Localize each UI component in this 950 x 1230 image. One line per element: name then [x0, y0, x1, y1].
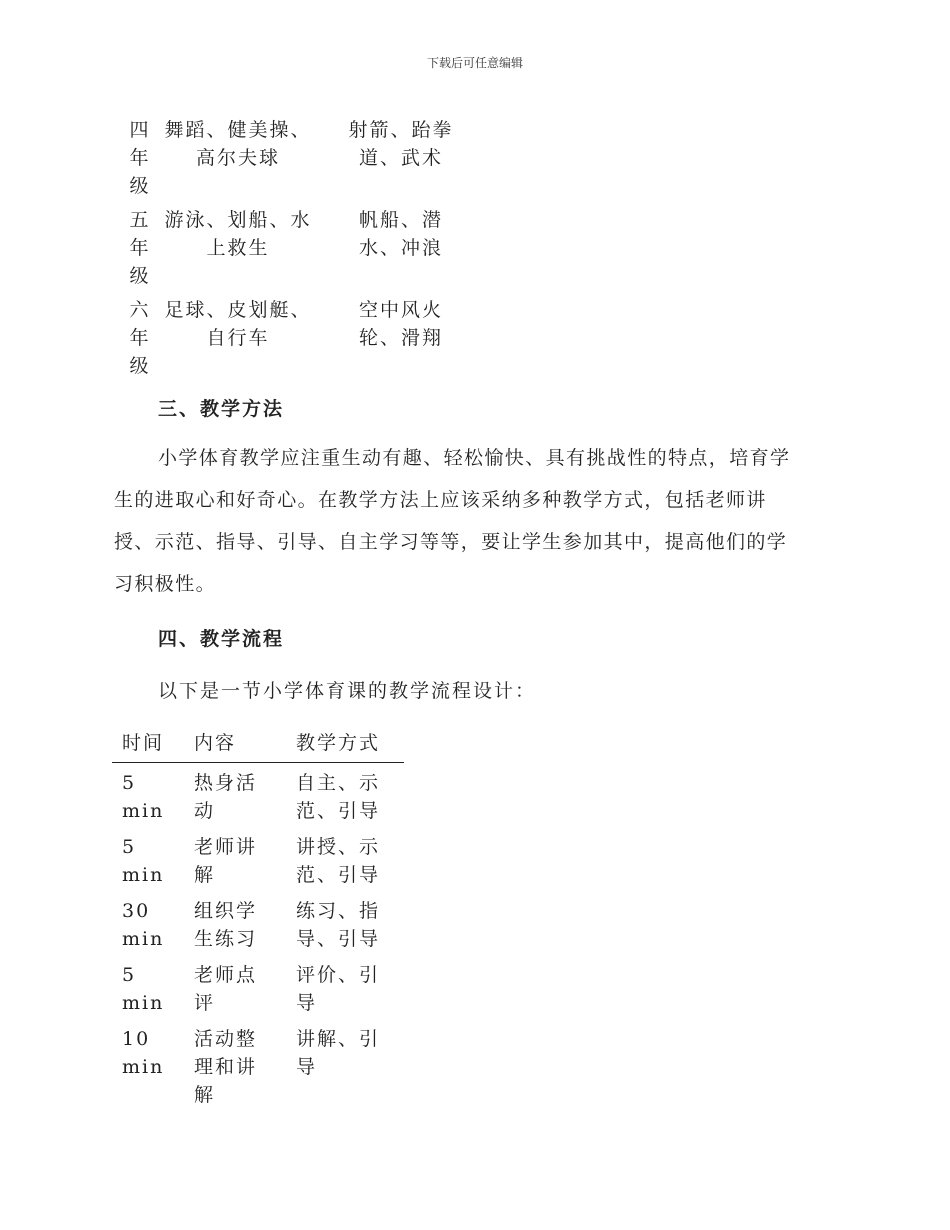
cell-line: 空中风火	[358, 299, 443, 321]
column-header-time: 时间	[112, 728, 184, 763]
section-heading-teaching-methods: 三、教学方法	[158, 398, 285, 420]
paragraph-line: 生的进取心和好奇心。在教学方法上应该采纳多种教学方式，包括老师讲	[114, 489, 767, 511]
grade-char: 年	[129, 237, 149, 259]
cell-time	[112, 763, 184, 828]
cell-time	[112, 955, 184, 1019]
cell-line: 轮、滑翔	[358, 327, 443, 349]
cell-line: 舞蹈、健美操、	[164, 119, 312, 141]
cell-line: 10	[122, 1028, 151, 1050]
cell-line: 帆船、潜	[358, 209, 443, 231]
cell-line: 水、冲浪	[358, 237, 443, 259]
table-row	[112, 955, 404, 1019]
paragraph-line: 习积极性。	[114, 573, 217, 595]
grade-label	[120, 296, 158, 380]
grade-activities-basic	[158, 296, 318, 380]
cell-method	[286, 763, 404, 828]
cell-line: min	[122, 1056, 165, 1078]
teaching-process-intro: 以下是一节小学体育课的教学流程设计：	[158, 680, 537, 702]
column-header-content: 内容	[184, 728, 286, 763]
grade-row	[120, 116, 466, 200]
cell-line: 热身活	[194, 772, 258, 794]
grade-char: 年	[129, 147, 149, 169]
cell-line: 游泳、划船、水	[164, 209, 312, 231]
cell-line: 导、引导	[296, 928, 381, 950]
cell-content	[184, 763, 286, 828]
cell-line: 评	[194, 992, 216, 1014]
cell-time	[112, 891, 184, 955]
cell-line: 5 min	[122, 964, 165, 1014]
cell-line: min	[122, 928, 165, 950]
cell-time	[112, 1019, 184, 1111]
cell-method	[286, 955, 404, 1019]
cell-time	[112, 827, 184, 891]
cell-line: 高尔夫球	[195, 147, 280, 169]
cell-method	[286, 1019, 404, 1111]
table-row	[112, 891, 404, 955]
grade-char: 五	[129, 209, 149, 231]
grade-char: 级	[129, 355, 149, 377]
cell-content	[184, 891, 286, 955]
teaching-flow-table	[112, 728, 404, 1111]
cell-content	[184, 955, 286, 1019]
cell-line: 讲解、引	[296, 1028, 381, 1050]
cell-line: 5 min	[122, 836, 165, 886]
cell-content	[184, 1019, 286, 1111]
paragraph-line: 授、示范、指导、引导、自主学习等等，要让学生参加其中，提高他们的学	[114, 531, 788, 553]
cell-line: 讲授、示	[296, 836, 381, 858]
page-header: 下载后可任意编辑	[426, 56, 523, 70]
cell-line: 评价、引	[296, 964, 381, 986]
cell-line: 范、引导	[296, 800, 381, 822]
table-header-row	[112, 728, 404, 763]
section-heading-teaching-process: 四、教学流程	[158, 628, 285, 650]
cell-method	[286, 891, 404, 955]
cell-line: 动	[194, 800, 216, 822]
grade-row	[120, 296, 466, 380]
teaching-methods-paragraph	[114, 437, 834, 605]
cell-content	[184, 827, 286, 891]
grade-char: 级	[129, 175, 149, 197]
cell-line: 30	[122, 900, 151, 922]
cell-line: 导	[296, 1056, 318, 1078]
cell-line: 解	[194, 1084, 216, 1106]
cell-line: 活动整	[194, 1028, 258, 1050]
cell-line: 导	[296, 992, 318, 1014]
cell-line: 5 min	[122, 772, 165, 822]
grade-activities-basic	[158, 206, 318, 290]
paragraph-line: 小学体育教学应注重生动有趣、轻松愉快、具有挑战性的特点，培育学	[158, 447, 791, 469]
cell-line: 老师点	[194, 964, 258, 986]
table-row	[112, 1019, 404, 1111]
cell-line: 老师讲	[194, 836, 258, 858]
cell-line: 生练习	[194, 928, 258, 950]
grade-activity-table	[120, 116, 466, 386]
cell-line: 自行车	[206, 327, 270, 349]
grade-char: 级	[129, 265, 149, 287]
grade-activities-advanced	[336, 116, 466, 200]
cell-line: 射箭、跆拳	[348, 119, 454, 141]
cell-line: 上救生	[206, 237, 270, 259]
cell-line: 理和讲	[194, 1056, 258, 1078]
grade-activities-advanced	[336, 296, 466, 380]
cell-line: 足球、皮划艇、	[164, 299, 312, 321]
cell-line: 道、武术	[358, 147, 443, 169]
cell-line: 范、引导	[296, 864, 381, 886]
grade-label	[120, 116, 158, 200]
table-row	[112, 763, 404, 828]
cell-line: 组织学	[194, 900, 258, 922]
cell-method	[286, 827, 404, 891]
cell-line: 解	[194, 864, 216, 886]
column-header-method: 教学方式	[286, 728, 404, 763]
table-row	[112, 827, 404, 891]
cell-line: 自主、示	[296, 772, 381, 794]
grade-activities-basic	[158, 116, 318, 200]
grade-char: 四	[129, 119, 149, 141]
grade-activities-advanced	[336, 206, 466, 290]
grade-label	[120, 206, 158, 290]
grade-char: 六	[129, 299, 149, 321]
grade-row	[120, 206, 466, 290]
cell-line: 练习、指	[296, 900, 381, 922]
grade-char: 年	[129, 327, 149, 349]
